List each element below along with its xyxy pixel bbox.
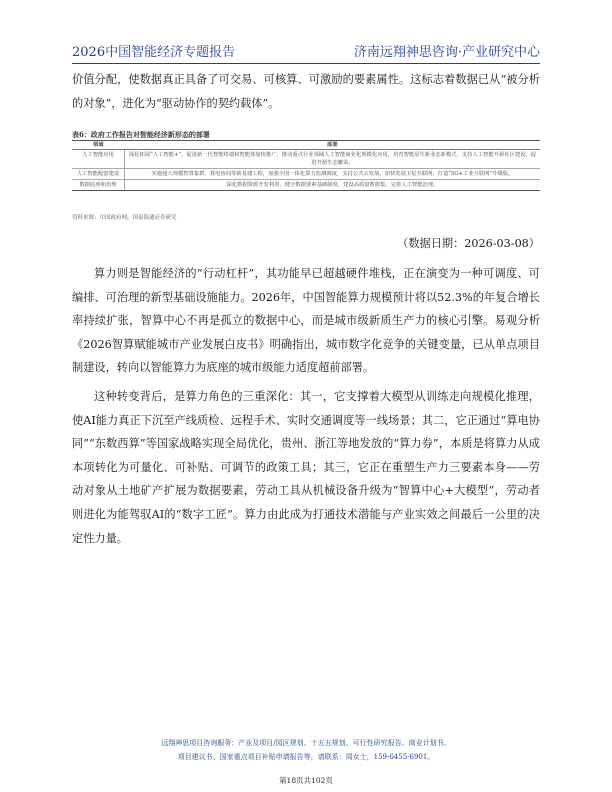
page-number: 第18页共102页 [279, 776, 333, 785]
data-date: （数据日期：2026-03-08） [397, 237, 540, 250]
publisher-name: 济南远翔神思咨询·产业研究中心 [353, 45, 540, 60]
table-caption: 表6：政府工作报告对智能经济新形态的部署 [72, 130, 210, 139]
footer-line-services: 远翔神思项目咨询服务：产业及项目/园区规划、十五五规划、可行性研究报告、商业计划书、 [161, 739, 451, 747]
report-title: 2026中国智能经济专题报告 [72, 45, 236, 60]
table-row [72, 180, 540, 191]
policy-table [72, 140, 540, 191]
table-header-field: 领域 [72, 141, 125, 150]
table-cell-deployment: 深化拓展“人工智能+”，促进新一代智能终端和智能体加快推广，推动重点行业领域人工智能商业化规模化应用，培育智能原生新业态新模式，支持人工智能开源社区建设，促进开源生态繁荣。 [125, 150, 541, 169]
footer-advertisement [72, 736, 540, 764]
intro-paragraph: 价值分配，使数据真正具备了可交易、可核算、可激励的要素属性。这标志着数据已从“被分析的对象”，进化为“驱动协作的契约载体”。 [72, 73, 540, 110]
table-cell-deployment: 深化数据资源开发利用，健全数据要素基础制度，建设高质量数据集，完善人工智能治理。 [125, 180, 541, 191]
table-cell-deployment: 实施超大规模智算集群、算电协同等新基建工程，加强全国一体化算力监测调度，支持公共云发展，加快发展卫星互联网，打造“5G+工业互联网”升级版。 [125, 169, 541, 180]
table-source: 资料来源：中国政府网，国泰海通证券研究 [72, 215, 177, 221]
transformation-paragraph: 这种转变背后，是算力角色的三重深化：其一，它支撑着大模型从训练走向规模化推理，使AI能力真正下沉至产线质检、远程手术、实时交通调度等一线场景；其二，它正通过“算电协同”“东数西算”等国家战略实现全局优化，贵州、浙江等地发放的“算力券”，本质是将算力从成本项转化为可量化、可补贴、可调节的政策工具；其三，它正在重塑生产力三要素本身——劳动对象从土地矿产扩展为数据要素，劳动工具从机械设备升级为“智算中心+大模型”，劳动者则进化为能驾驭AI的“数字工匠”。算力由此成为打通技术潜能与产业实效之间最后一公里的决定性力量。 [72, 390, 540, 545]
compute-paragraph: 算力则是智能经济的“行动杠杆”，其功能早已超越硬件堆栈，正在演变为一种可调度、可编排、可治理的新型基础设施能力。2026年，中国智能算力规模预计将以52.3%的年复合增长率持续扩张，智算中心不再是孤立的数据中心，而是城市级新质生产力的核心引擎。易观分析《2026智算赋能城市产业发展白皮书》明确指出，城市数字化竞争的关键变量，已从单点项目制建设，转向以智能算力为底座的城市级能力适度超前部署。 [72, 267, 540, 375]
table-header-row [72, 141, 540, 150]
table-cell-field: 数据底座和治理 [72, 180, 125, 191]
table-header-deployment: 部署 [125, 141, 541, 150]
table-cell-field: 人工智能配套建设 [72, 169, 125, 180]
table-row [72, 169, 540, 180]
page-header [72, 38, 540, 64]
footer-line-contact: 项目建议书、国家重点项目补贴申请报告等，请联系：周女士，159-6455-6901。 [177, 753, 435, 761]
table-row [72, 150, 540, 169]
table-cell-field: 人工智能应用 [72, 150, 125, 169]
